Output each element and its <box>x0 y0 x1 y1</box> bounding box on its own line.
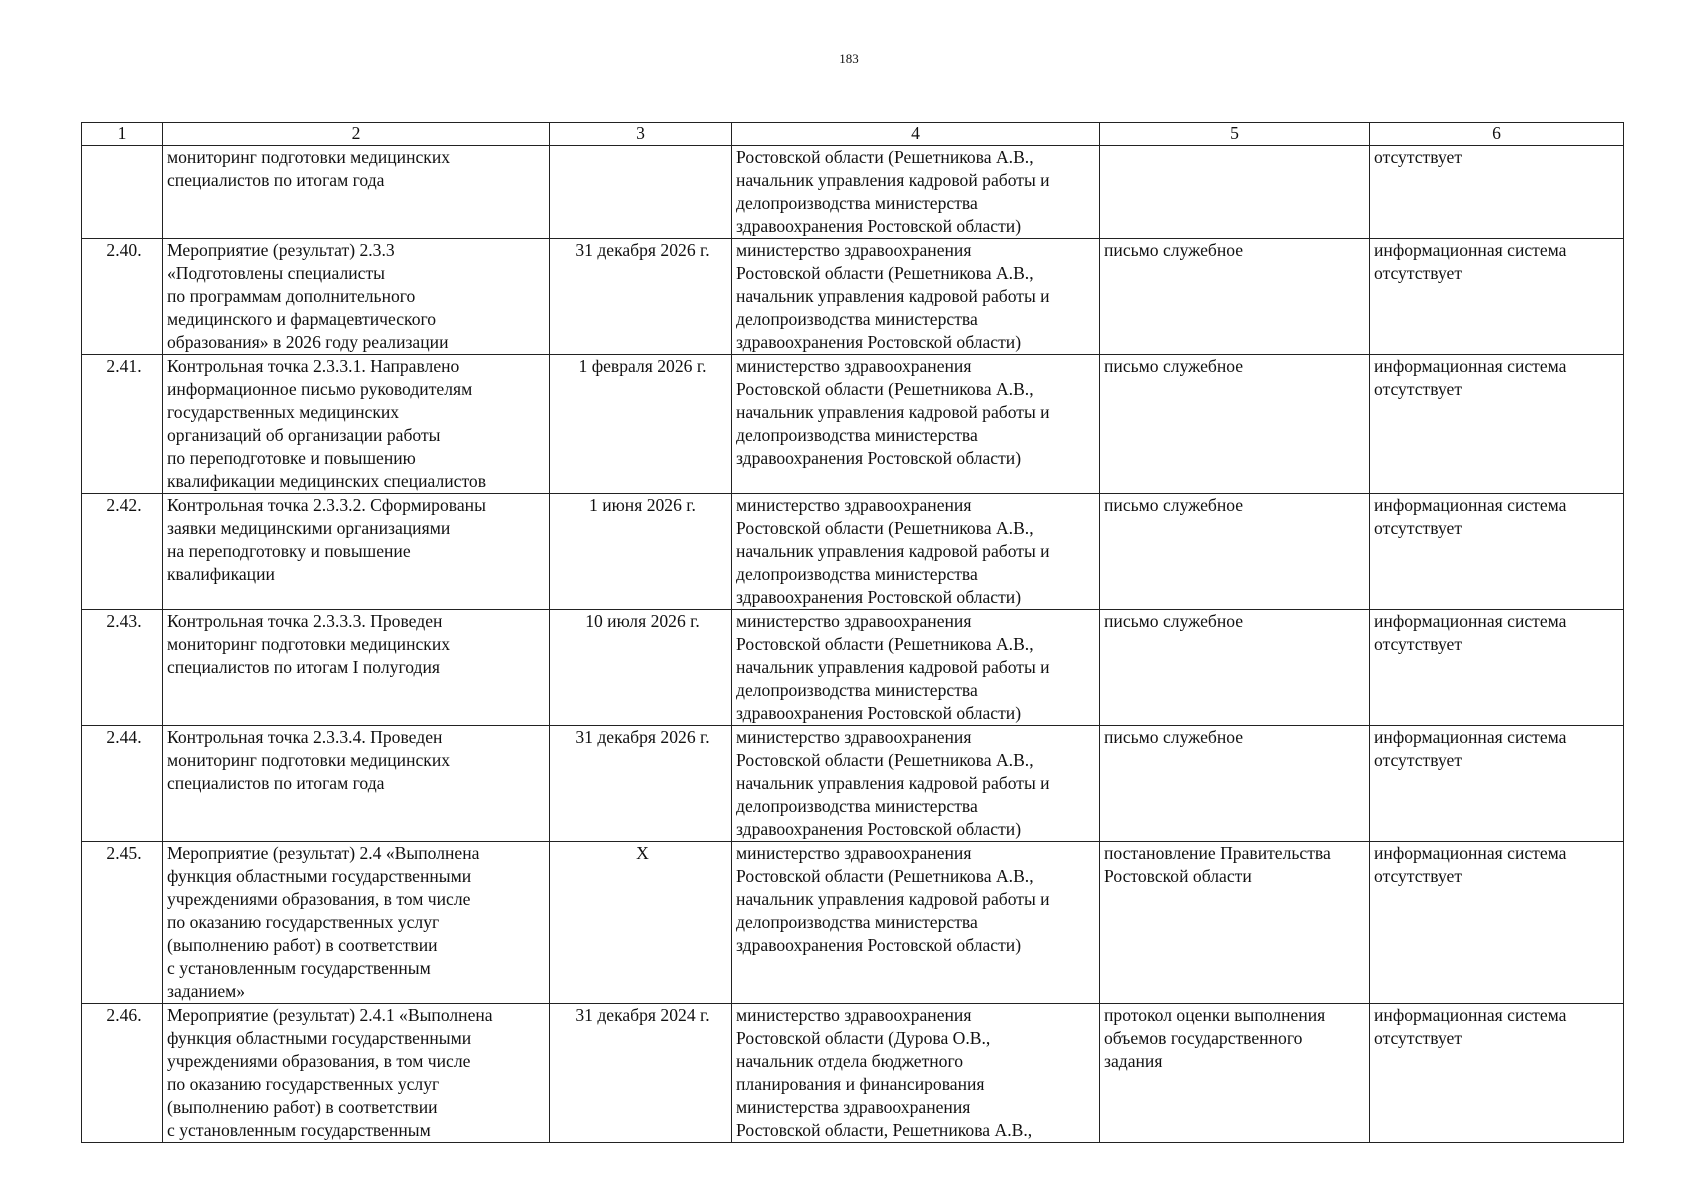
row-number <box>82 146 163 239</box>
row-name: Контрольная точка 2.3.3.3. Проведен мониторинг подготовки медицинских специалистов по итогам I полугодия <box>163 610 550 726</box>
row-date: 31 декабря 2026 г. <box>550 726 732 842</box>
table-row <box>82 146 1624 239</box>
row-date: 10 июля 2026 г. <box>550 610 732 726</box>
row-responsible: министерство здравоохранения Ростовской области (Дурова О.В., начальник отдела бюджетного планирования и финансирования министерства здравоохранения Ростовской области, Решетникова А.В., <box>732 1004 1100 1143</box>
row-responsible: министерство здравоохранения Ростовской области (Решетникова А.В., начальник управления кадровой работы и делопроизводства министерства здравоохранения Ростовской области) <box>732 494 1100 610</box>
row-date <box>550 146 732 239</box>
row-name: Мероприятие (результат) 2.4 «Выполнена функция областными государственными учреждениями образования, в том числе по оказанию государственных услуг (выполнению работ) в соответствии с установленным государственным заданием» <box>163 842 550 1004</box>
page-number: 183 <box>839 51 859 66</box>
column-header: 1 <box>82 123 163 146</box>
row-name: мониторинг подготовки медицинских специалистов по итогам года <box>163 146 550 239</box>
table-row <box>82 239 1624 355</box>
row-number: 2.45. <box>82 842 163 1004</box>
row-date: 1 июня 2026 г. <box>550 494 732 610</box>
row-system: информационная система отсутствует <box>1370 1004 1624 1143</box>
row-document: протокол оценки выполнения объемов государственного задания <box>1100 1004 1370 1143</box>
row-name: Контрольная точка 2.3.3.4. Проведен мониторинг подготовки медицинских специалистов по итогам года <box>163 726 550 842</box>
row-number: 2.46. <box>82 1004 163 1143</box>
row-system: отсутствует <box>1370 146 1624 239</box>
row-system: информационная система отсутствует <box>1370 842 1624 1004</box>
column-header: 2 <box>163 123 550 146</box>
row-date: X <box>550 842 732 1004</box>
row-system: информационная система отсутствует <box>1370 726 1624 842</box>
row-name: Контрольная точка 2.3.3.1. Направлено информационное письмо руководителям государственных медицинских организаций об организации работы по переподготовке и повышению квалификации медицинских специалистов <box>163 355 550 494</box>
row-system: информационная система отсутствует <box>1370 355 1624 494</box>
row-number: 2.40. <box>82 239 163 355</box>
row-number: 2.41. <box>82 355 163 494</box>
document-table <box>81 122 1624 1143</box>
row-system: информационная система отсутствует <box>1370 610 1624 726</box>
row-document: письмо служебное <box>1100 355 1370 494</box>
row-name: Контрольная точка 2.3.3.2. Сформированы заявки медицинскими организациями на переподготовку и повышение квалификации <box>163 494 550 610</box>
row-document: постановление Правительства Ростовской области <box>1100 842 1370 1004</box>
table-row <box>82 1004 1624 1143</box>
row-responsible: Ростовской области (Решетникова А.В., начальник управления кадровой работы и делопроизводства министерства здравоохранения Ростовской области) <box>732 146 1100 239</box>
header-row <box>82 123 1624 146</box>
table-row <box>82 726 1624 842</box>
row-document <box>1100 146 1370 239</box>
row-responsible: министерство здравоохранения Ростовской области (Решетникова А.В., начальник управления кадровой работы и делопроизводства министерства здравоохранения Ростовской области) <box>732 726 1100 842</box>
row-number: 2.43. <box>82 610 163 726</box>
column-header: 4 <box>732 123 1100 146</box>
row-number: 2.42. <box>82 494 163 610</box>
row-name: Мероприятие (результат) 2.3.3 «Подготовлены специалисты по программам дополнительного медицинского и фармацевтического образования» в 2026 году реализации <box>163 239 550 355</box>
table-row <box>82 610 1624 726</box>
table-row <box>82 355 1624 494</box>
row-responsible: министерство здравоохранения Ростовской области (Решетникова А.В., начальник управления кадровой работы и делопроизводства министерства здравоохранения Ростовской области) <box>732 610 1100 726</box>
row-date: 31 декабря 2026 г. <box>550 239 732 355</box>
row-responsible: министерство здравоохранения Ростовской области (Решетникова А.В., начальник управления кадровой работы и делопроизводства министерства здравоохранения Ростовской области) <box>732 355 1100 494</box>
row-date: 1 февраля 2026 г. <box>550 355 732 494</box>
row-name: Мероприятие (результат) 2.4.1 «Выполнена функция областными государственными учреждениями образования, в том числе по оказанию государственных услуг (выполнению работ) в соответствии с установленным государственным <box>163 1004 550 1143</box>
column-header: 6 <box>1370 123 1624 146</box>
column-header: 5 <box>1100 123 1370 146</box>
row-document: письмо служебное <box>1100 726 1370 842</box>
row-system: информационная система отсутствует <box>1370 239 1624 355</box>
table-row <box>82 494 1624 610</box>
row-responsible: министерство здравоохранения Ростовской области (Решетникова А.В., начальник управления кадровой работы и делопроизводства министерства здравоохранения Ростовской области) <box>732 239 1100 355</box>
row-document: письмо служебное <box>1100 494 1370 610</box>
row-document: письмо служебное <box>1100 239 1370 355</box>
row-date: 31 декабря 2024 г. <box>550 1004 732 1143</box>
row-document: письмо служебное <box>1100 610 1370 726</box>
column-header: 3 <box>550 123 732 146</box>
row-system: информационная система отсутствует <box>1370 494 1624 610</box>
row-number: 2.44. <box>82 726 163 842</box>
table-row <box>82 842 1624 1004</box>
row-responsible: министерство здравоохранения Ростовской области (Решетникова А.В., начальник управления кадровой работы и делопроизводства министерства здравоохранения Ростовской области) <box>732 842 1100 1004</box>
